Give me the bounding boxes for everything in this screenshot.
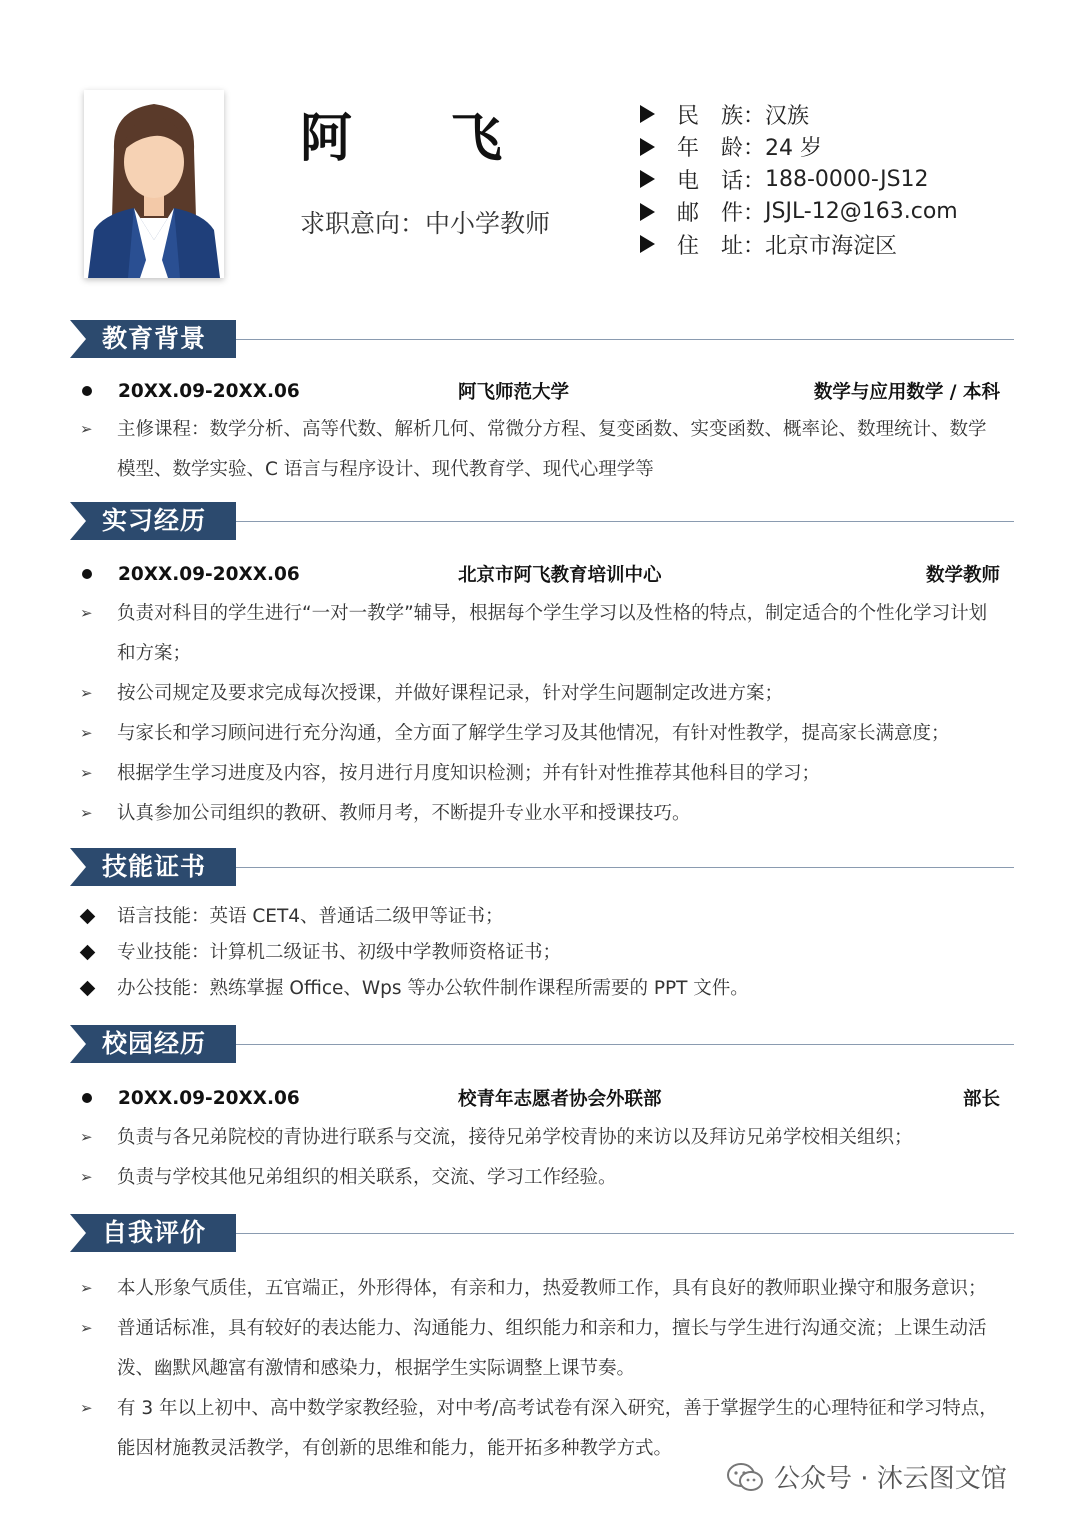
entry-role: 部长 bbox=[962, 1089, 1000, 1110]
notch-shape bbox=[70, 502, 86, 540]
entry-org: 北京市阿飞教育培训中心 bbox=[458, 565, 662, 586]
section-divider bbox=[236, 339, 1014, 340]
notch-shape bbox=[70, 848, 86, 886]
arrow-bullet-icon: ➢ bbox=[80, 684, 93, 702]
info-value: JSJL-12@163.com bbox=[765, 199, 958, 225]
profile-photo bbox=[84, 90, 224, 278]
section-education-header bbox=[70, 320, 1014, 358]
arrow-bullet-icon: ➢ bbox=[80, 1128, 93, 1146]
arrow-bullet-icon: ➢ bbox=[80, 604, 93, 622]
triangle-bullet-icon bbox=[640, 235, 655, 253]
section-divider bbox=[236, 1233, 1014, 1234]
section-divider bbox=[236, 1044, 1014, 1045]
skill-item: 办公技能：熟练掌握 Office、Wps 等办公软件制作课程所需要的 PPT 文件。 bbox=[80, 972, 1000, 1006]
info-value: 188-0000-JS12 bbox=[765, 166, 929, 192]
internship-entry bbox=[80, 561, 1000, 587]
info-value: 汉族 bbox=[765, 103, 810, 129]
self-item: ➢ 普通话标准，具有较好的表达能力、沟通能力、组织能力和亲和力，擅长与学生进行沟通交流；上课生动活泼、幽默风趣富有激情和感染力，根据学生实际调整上课节奏。 bbox=[80, 1318, 987, 1379]
arrow-bullet-icon: ➢ bbox=[80, 1399, 93, 1417]
watermark bbox=[726, 1458, 1007, 1495]
education-entry bbox=[80, 378, 1000, 404]
notch-shape bbox=[70, 1214, 86, 1252]
arrow-bullet-icon: ➢ bbox=[80, 764, 93, 782]
section-self-header bbox=[70, 1214, 1014, 1252]
notch-shape bbox=[70, 320, 86, 358]
arrow-bullet-icon: ➢ bbox=[80, 804, 93, 822]
diamond-bullet-icon bbox=[80, 981, 96, 997]
section-title: 校园经历 bbox=[70, 1025, 236, 1063]
arrow-bullet-icon: ➢ bbox=[80, 1168, 93, 1186]
dot-bullet-icon bbox=[82, 1093, 92, 1103]
section-title: 自我评价 bbox=[70, 1214, 236, 1252]
dot-bullet-icon bbox=[82, 569, 92, 579]
job-intent: 求职意向：中小学教师 bbox=[300, 209, 551, 238]
section-title: 实习经历 bbox=[70, 502, 236, 540]
section-title: 教育背景 bbox=[70, 320, 236, 358]
candidate-name: 阿 飞 bbox=[300, 109, 543, 169]
info-value: 北京市海淀区 bbox=[765, 233, 898, 259]
section-internship-header bbox=[70, 502, 1014, 540]
entry-org: 阿飞师范大学 bbox=[458, 382, 570, 403]
info-age bbox=[640, 131, 958, 164]
section-divider bbox=[236, 521, 1014, 522]
self-item: ➢ 本人形象气质佳，五官端正，外形得体，有亲和力，热爱教师工作，具有良好的教师职业操守和服务意识； bbox=[80, 1278, 987, 1299]
campus-item: ➢ 负责与各兄弟院校的青协进行联系与交流，接待兄弟学校青协的来访以及拜访兄弟学校相关组织； bbox=[80, 1127, 913, 1148]
entry-date: 20XX.09-20XX.06 bbox=[118, 563, 300, 585]
arrow-bullet-icon: ➢ bbox=[80, 420, 93, 438]
internship-item: ➢ 负责对科目的学生进行“一对一教学”辅导，根据每个学生学习以及性格的特点，制定适合的个性化学习计划和方案； bbox=[80, 603, 988, 664]
entry-org: 校青年志愿者协会外联部 bbox=[458, 1089, 662, 1110]
triangle-bullet-icon bbox=[640, 170, 655, 188]
wechat-icon bbox=[726, 1462, 764, 1492]
entry-role: 数学与应用数学 / 本科 bbox=[813, 382, 1000, 403]
internship-item: ➢ 认真参加公司组织的教研、教师月考，不断提升专业水平和授课技巧。 bbox=[80, 803, 691, 824]
info-ethnicity bbox=[640, 98, 958, 131]
section-skills-header bbox=[70, 848, 1014, 886]
personal-info-list bbox=[640, 98, 958, 261]
skill-item: 语言技能：英语 CET4、普通话二级甲等证书； bbox=[80, 900, 1000, 934]
section-divider bbox=[236, 867, 1014, 868]
info-phone bbox=[640, 163, 958, 196]
info-label: 电 话： bbox=[677, 168, 765, 194]
education-item: ➢ 主修课程：数学分析、高等代数、解析几何、常微分方程、复变函数、实变函数、概率论、数理统计、数学模型、数学实验、C 语言与程序设计、现代教育学、现代心理学等 bbox=[80, 419, 987, 480]
info-label: 年 龄： bbox=[677, 136, 765, 162]
skill-item: 专业技能：计算机二级证书、初级中学教师资格证书； bbox=[80, 936, 1000, 970]
internship-item: ➢ 与家长和学习顾问进行充分沟通，全方面了解学生学习及其他情况，有针对性教学，提高家长满意度； bbox=[80, 723, 950, 744]
campus-entry bbox=[80, 1085, 1000, 1111]
campus-item: ➢ 负责与学校其他兄弟组织的相关联系，交流、学习工作经验。 bbox=[80, 1167, 617, 1188]
entry-date: 20XX.09-20XX.06 bbox=[118, 1087, 300, 1109]
diamond-bullet-icon bbox=[80, 945, 96, 961]
info-label: 邮 件： bbox=[677, 201, 765, 227]
notch-shape bbox=[70, 1025, 86, 1063]
arrow-bullet-icon: ➢ bbox=[80, 1279, 93, 1297]
info-value: 24 岁 bbox=[765, 136, 822, 162]
internship-item: ➢ 按公司规定及要求完成每次授课，并做好课程记录，针对学生问题制定改进方案； bbox=[80, 683, 784, 704]
avatar-illustration bbox=[84, 90, 224, 278]
entry-date: 20XX.09-20XX.06 bbox=[118, 380, 300, 402]
info-email bbox=[640, 196, 958, 229]
self-item: ➢ 有 3 年以上初中、高中数学家教经验，对中考/高考试卷有深入研究，善于掌握学生的心理特征和学习特点，能因材施教灵活教学，有创新的思维和能力，能开拓多种教学方式。 bbox=[80, 1398, 998, 1459]
arrow-bullet-icon: ➢ bbox=[80, 1319, 93, 1337]
info-label: 住 址： bbox=[677, 233, 765, 259]
section-title: 技能证书 bbox=[70, 848, 236, 886]
dot-bullet-icon bbox=[82, 386, 92, 396]
internship-item: ➢ 根据学生学习进度及内容，按月进行月度知识检测；并有针对性推荐其他科目的学习； bbox=[80, 763, 821, 784]
entry-role: 数学教师 bbox=[925, 565, 1000, 586]
info-label: 民 族： bbox=[677, 103, 765, 129]
triangle-bullet-icon bbox=[640, 138, 655, 156]
arrow-bullet-icon: ➢ bbox=[80, 724, 93, 742]
watermark-text: 公众号 · 沐云图文馆 bbox=[774, 1464, 1007, 1494]
section-campus-header bbox=[70, 1025, 1014, 1063]
triangle-bullet-icon bbox=[640, 203, 655, 221]
diamond-bullet-icon bbox=[80, 909, 96, 925]
info-address bbox=[640, 228, 958, 261]
triangle-bullet-icon bbox=[640, 105, 655, 123]
